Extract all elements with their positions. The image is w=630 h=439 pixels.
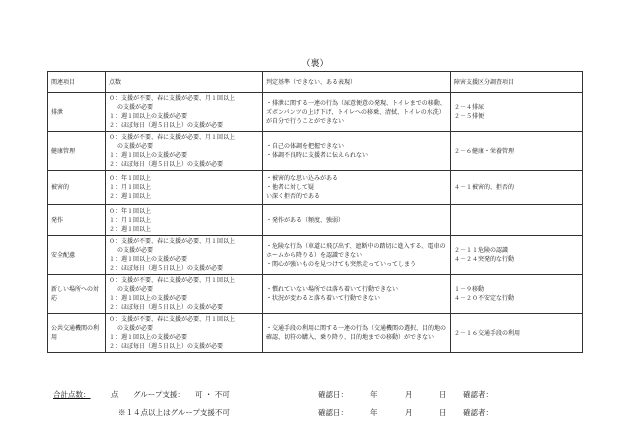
criteria-cell: [263, 236, 451, 275]
evaluation-table: [47, 71, 583, 353]
item-cell: 発作: [48, 205, 106, 236]
score-line: ０：支援が不要、春に支援が必要、月１回以上: [109, 316, 236, 323]
table-row: [48, 171, 583, 205]
score-line: １：週１回以上の支援が必要: [109, 334, 188, 341]
header-criteria: 判定基準（できない、ある表現）: [263, 72, 451, 93]
survey-line: ２－１６交通手段の利用: [454, 329, 521, 337]
score-cell: [106, 171, 263, 205]
header-related-item: 関連項目: [48, 72, 106, 93]
score-line: ２：ほぼ毎日（週５日以上）の支援が必要: [109, 161, 224, 168]
score-line: ０：支援が不要、春に支援が必要、月１回以上: [109, 134, 236, 141]
score-line: １：週１回以上の支援が必要: [109, 256, 188, 263]
score-line: ０：年１回以上: [109, 207, 152, 215]
criteria-line: ・危険な行為（車道に飛び出す、遮断中の踏切に進入する、電車のホームから降りる）を認識できない: [266, 242, 446, 259]
score-line: の支援が必要: [117, 104, 154, 111]
criteria-cell: [263, 314, 451, 353]
score-line: ２：週１回以上: [109, 225, 152, 233]
item-cell: 新しい場所への対応: [48, 275, 106, 314]
total-score-label: 合計点数：: [53, 390, 91, 399]
score-line: の支援が必要: [117, 143, 154, 150]
criteria-line: ・自己の体調を把握できない: [266, 143, 345, 150]
survey-cell: [451, 93, 583, 132]
page-title: （裏）: [301, 59, 329, 69]
survey-cell: [451, 171, 583, 205]
score-line: １：月１回以上: [109, 184, 152, 191]
score-line: ２：ほぼ毎日（週５日以上）の支援が必要: [109, 343, 224, 350]
score-cell: [106, 236, 263, 275]
survey-line: ２－４排尿: [454, 104, 485, 111]
survey-cell: [451, 236, 583, 275]
survey-cell: [451, 314, 583, 353]
score-line: の支援が必要: [117, 325, 154, 332]
score-line: の支援が必要: [117, 286, 154, 293]
group-support-label: グループ支援：: [133, 390, 185, 399]
item-cell: 安全配慮: [48, 236, 106, 275]
survey-cell: [451, 132, 583, 171]
confirm-date-label: 確認日：: [318, 390, 348, 399]
survey-cell: [451, 275, 583, 314]
table-row: [48, 236, 583, 275]
item-cell: 健康管理: [48, 132, 106, 171]
survey-line: ４－１被害的、拒否的: [454, 184, 515, 191]
score-line: ２：ほぼ毎日（週５日以上）の支援が必要: [109, 265, 224, 272]
criteria-line: ・被害的な思い込みがある: [266, 175, 339, 182]
criteria-cell: [263, 171, 451, 205]
year-label: 年: [370, 408, 378, 417]
score-line: ２：ほぼ毎日（週５日以上）の支援が必要: [109, 122, 224, 129]
criteria-cell: [263, 93, 451, 132]
criteria-line: ・状況が変わると落ち着いて行動できない: [266, 295, 381, 302]
criteria-line: ・関心が強いものを見つけても突然走っていってしまう: [266, 260, 417, 268]
score-line: ２：週１回以上: [109, 193, 152, 200]
score-line: ０：支援が不要、春に支援が必要、月１回以上: [109, 238, 236, 245]
criteria-line: ・他者に対して疑: [266, 184, 315, 191]
score-line: ０：支援が不要、春に支援が必要、月１回以上: [109, 277, 236, 284]
confirmer-label: 確認者：: [463, 390, 493, 399]
confirmer-label: 確認者：: [463, 408, 493, 417]
score-cell: [106, 275, 263, 314]
month-label: 月: [405, 408, 413, 417]
criteria-line: ・交通手段の利用に関する一連の行為（交通機関の選択、目的地の確認、切符の購入、乗り降り、目的地までの移動）ができない: [266, 325, 447, 341]
criteria-line: ・体調不良時に支援者に伝えられない: [266, 152, 369, 159]
score-line: １：月１回以上: [109, 216, 152, 224]
day-label: 日: [439, 408, 447, 417]
score-cell: [106, 132, 263, 171]
survey-line: ４－２４突発的な行動: [454, 256, 515, 263]
day-label: 日: [439, 390, 447, 399]
score-line: ０：年１回以上: [109, 175, 152, 182]
table-row: [48, 314, 583, 353]
score-line: ２：ほぼ毎日（週５日以上）の支援が必要: [109, 304, 224, 311]
survey-line: ４－２０不安定な行動: [454, 295, 515, 302]
criteria-line: い深く拒否的である: [266, 193, 321, 200]
item-cell: 排泄: [48, 93, 106, 132]
criteria-cell: [263, 205, 451, 236]
criteria-cell: [263, 275, 451, 314]
survey-line: １－９移動: [454, 286, 485, 293]
table-header-row: [48, 72, 583, 93]
points-suffix: 点: [111, 390, 119, 399]
score-cell: [106, 314, 263, 353]
criteria-line: ・排泄に関する一連の行為（尿意便意の発現、トイレまでの移動、ズボンパンツの上げ下げ、トイレへの移乗、清拭、トイレの水洗）が自分で行うことができない: [266, 99, 446, 125]
table-row: [48, 93, 583, 132]
confirm-date-label: 確認日：: [318, 408, 348, 417]
group-support-options[interactable]: 可 ・ 不可: [195, 390, 230, 399]
score-line: １：週１回以上の支援が必要: [109, 113, 188, 120]
score-cell: [106, 93, 263, 132]
year-label: 年: [370, 390, 378, 399]
item-cell: 被害的: [48, 171, 106, 205]
score-cell: [106, 205, 263, 236]
survey-line: ２－５排便: [454, 113, 485, 120]
header-survey-item: 障害支援区分調査項目: [451, 72, 583, 93]
criteria-line: ・慣れていない場所では落ち着いて行動できない: [266, 286, 399, 293]
table-row: [48, 275, 583, 314]
criteria-line: ・発作がある（頻度、強弱）: [266, 216, 345, 224]
group-support-note: ※１４点以上はグループ支援不可: [118, 408, 230, 417]
score-line: １：週１回以上の支援が必要: [109, 152, 188, 159]
survey-line: ２－１１危険の認識: [454, 247, 509, 254]
score-line: の支援が必要: [117, 247, 154, 254]
criteria-cell: [263, 132, 451, 171]
item-cell: 公共交通機関の利用: [48, 314, 106, 353]
survey-line: ２－６健康・栄養管理: [454, 147, 515, 155]
survey-cell: [451, 205, 583, 236]
header-score: 点数: [106, 72, 263, 93]
table-row: [48, 205, 583, 236]
score-line: ０：支援が不要、春に支援が必要、月１回以上: [109, 95, 236, 102]
month-label: 月: [405, 390, 413, 399]
score-line: １：週１回以上の支援が必要: [109, 295, 188, 302]
table-row: [48, 132, 583, 171]
